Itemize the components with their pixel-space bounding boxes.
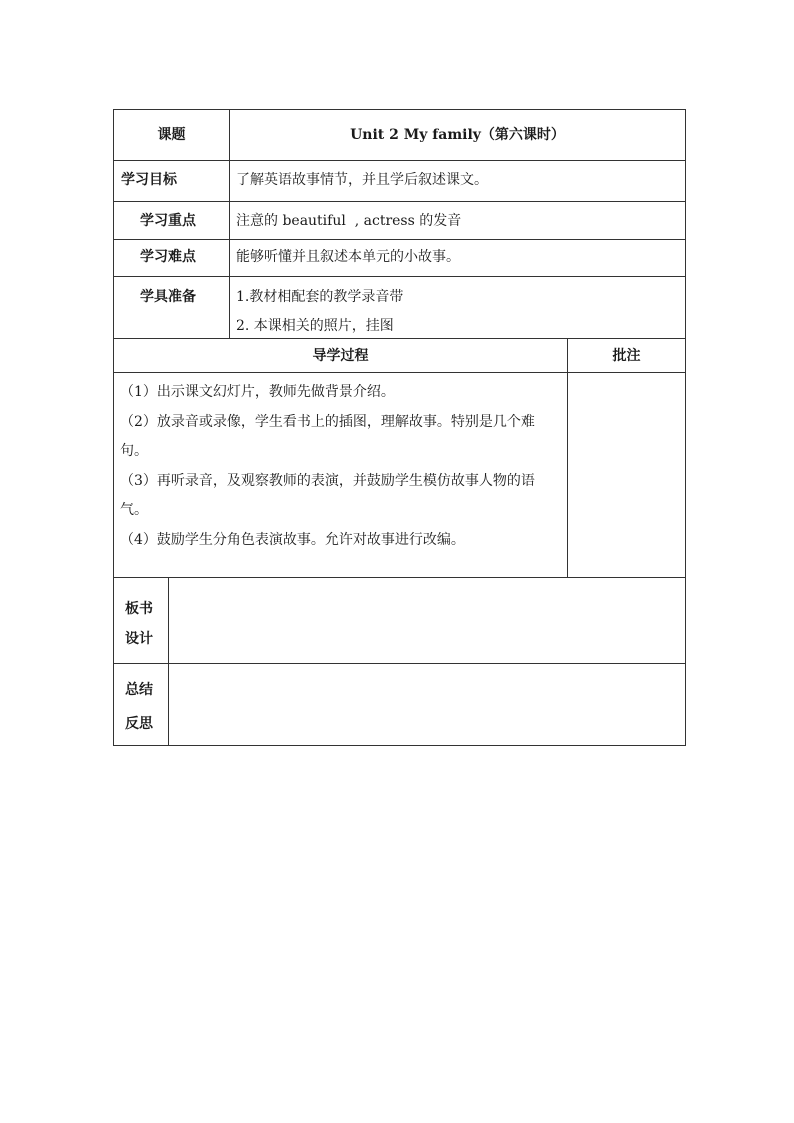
key-point-label: 学习重点: [140, 213, 196, 229]
summary-label-line2: 反思: [125, 716, 153, 732]
table-column-divider: [168, 577, 169, 745]
difficulty-value: 能够听懂并且叙述本单元的小故事。: [236, 249, 460, 265]
topic-value: Unit 2 My family（第六课时）: [350, 127, 565, 143]
process-header: 导学过程: [312, 347, 369, 364]
process-steps: [120, 378, 562, 555]
notes-header: 批注: [612, 347, 641, 364]
table-rule: [113, 201, 686, 202]
process-step: （3）再听录音，及观察教师的表演，并鼓励学生模仿故事人物的语气。: [120, 472, 535, 518]
topic-label: 课题: [157, 127, 186, 143]
key-point-value: 注意的 beautiful , actress 的发音: [236, 213, 462, 229]
board-design-label-line1: 板书: [125, 601, 153, 617]
table-rule: [113, 276, 686, 277]
process-step: （4）鼓励学生分角色表演故事。允许对故事进行改编。: [120, 531, 465, 548]
table-border-right: [685, 109, 686, 746]
table-rule: [113, 239, 686, 240]
table-border-left: [113, 109, 114, 746]
difficulty-label: 学习难点: [140, 249, 196, 265]
table-rule: [113, 577, 686, 578]
table-rule: [113, 663, 686, 664]
materials-item: 1.教材相配套的教学录音带: [236, 289, 404, 305]
materials-item: 2. 本课相关的照片，挂图: [236, 318, 394, 334]
goal-label: 学习目标: [121, 172, 177, 188]
table-column-divider: [567, 338, 568, 577]
table-rule: [113, 372, 686, 373]
board-design-label-line2: 设计: [125, 631, 153, 647]
process-step: （1）出示课文幻灯片，教师先做背景介绍。: [120, 384, 395, 400]
table-border-bottom: [113, 745, 686, 746]
table-rule: [113, 160, 686, 161]
materials-label: 学具准备: [140, 289, 196, 305]
goal-value: 了解英语故事情节，并且学后叙述课文。: [236, 172, 488, 188]
process-step: （2）放录音或录像，学生看书上的插图，理解故事。特别是几个难句。: [120, 413, 535, 459]
summary-label-line1: 总结: [125, 682, 153, 698]
